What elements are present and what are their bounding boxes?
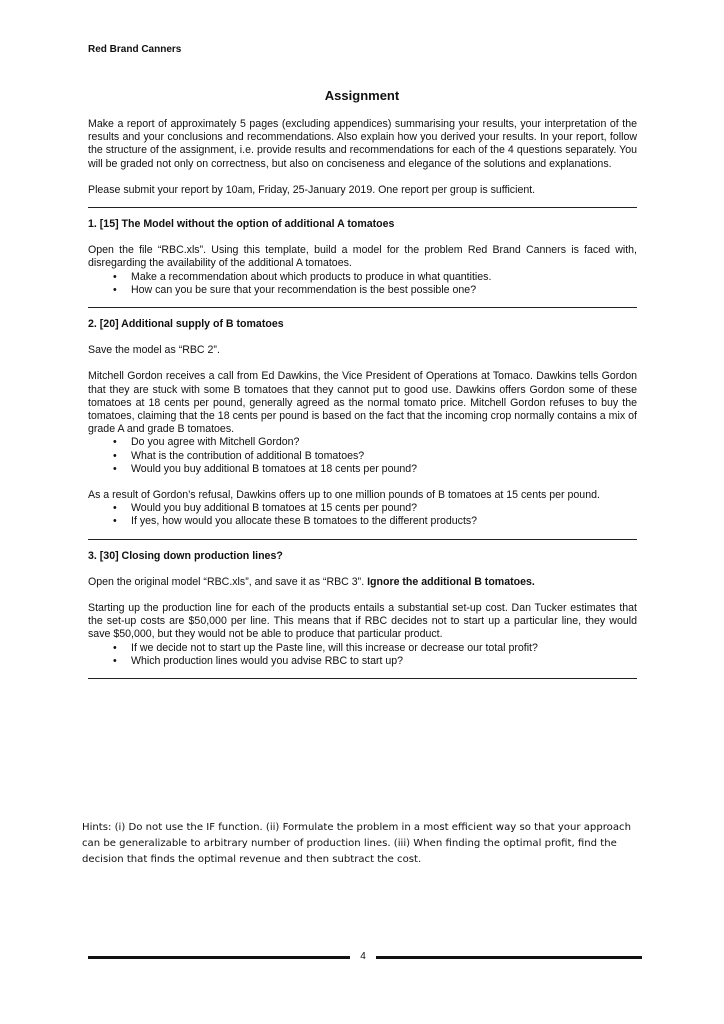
intro-paragraph: Make a report of approximately 5 pages (excluding appendices) summarising your results, your interpretation of the results and your conclusions and recommendations. Also explain how you derived your results. In your report, follow the structure of the assignment, i.e. provide results and recommendations for each of the 4 questions separately. You will be graded not only on correctness, but also on conciseness and elegance of the solutions and explanations. [88, 118, 637, 170]
section-divider [88, 307, 637, 308]
emphasis-text: Ignore the additional B tomatoes. [367, 575, 535, 588]
footer-rule-left [88, 956, 350, 959]
list-item: • Make a recommendation about which products to produce in what quantities. [113, 270, 492, 283]
hints-paragraph: Hints: (i) Do not use the IF function. (ii) Formulate the problem in a most efficient way so that your approach can be generalizable to arbitrary number of production lines. (iii) When finding the optimal profit, find the decision that finds the optimal revenue and then subtract the cost. [82, 822, 631, 865]
list-item: • Would you buy additional B tomatoes at 18 cents per pound? [113, 462, 418, 475]
footer-rule-right [376, 956, 642, 959]
question-1-bullets [88, 271, 637, 297]
list-item: • How can you be sure that your recommendation is the best possible one? [113, 283, 477, 296]
list-item: • What is the contribution of additional B tomatoes? [113, 449, 365, 462]
section-divider [88, 678, 637, 679]
question-2-text-2: As a result of Gordon’s refusal, Dawkins offers up to one million pounds of B tomatoes at 15 cents per pound. [88, 489, 600, 502]
page-number: 4 [360, 951, 366, 962]
list-item: • If we decide not to start up the Paste line, will this increase or decrease our total profit? [113, 641, 538, 654]
question-2-title: 2. [20] Additional supply of B tomatoes [88, 318, 284, 331]
bullet-icon: • [113, 654, 117, 667]
question-2-bullets [88, 436, 637, 476]
list-item: • Do you agree with Mitchell Gordon? [113, 436, 300, 449]
list-item: • If yes, how would you allocate these B tomatoes to the different products? [113, 515, 478, 528]
bullet-icon: • [113, 515, 117, 528]
section-divider [88, 539, 637, 540]
question-2-save: Save the model as “RBC 2”. [88, 344, 220, 357]
main-content [88, 118, 637, 689]
bullet-icon: • [113, 462, 117, 475]
list-item: • Would you buy additional B tomatoes at 15 cents per pound? [113, 502, 418, 515]
bullet-icon: • [113, 436, 117, 449]
bullet-icon: • [113, 449, 117, 462]
bullet-icon: • [113, 502, 117, 515]
question-2-bullets-2 [88, 502, 637, 528]
question-3-bullets [88, 642, 637, 668]
question-3-title: 3. [30] Closing down production lines? [88, 549, 283, 562]
question-3-open: Open the original model “RBC.xls”, and save it as “RBC 3”. Ignore the additional B tomatoes. [88, 575, 535, 588]
submission-note: Please submit your report by 10am, Friday, 25-January 2019. One report per group is sufficient. [88, 183, 536, 196]
question-3-text: Starting up the production line for each of the products entails a substantial set-up cost. Dan Tucker estimates that the set-up costs are $50,000 per line. This means that if RBC decides not to start up a particular line, they would save $50,000, but they would not be able to produce that particular product. [88, 602, 637, 641]
bullet-icon: • [113, 283, 117, 296]
bullet-icon: • [113, 270, 117, 283]
question-1-text: Open the file “RBC.xls”. Using this template, build a model for the problem Red Brand Canners is faced with, disregarding the availability of the additional A tomatoes. [88, 244, 637, 270]
question-1-title: 1. [15] The Model without the option of additional A tomatoes [88, 218, 395, 231]
question-2-text: Mitchell Gordon receives a call from Ed Dawkins, the Vice President of Operations at Tomaco. Dawkins tells Gordon that they are stuck with some B tomatoes that they cannot put to good use. Dawkins offers Gordon some of these tomatoes at 18 cents per pound, generally agreed as the normal tomato price. Mitchell Gordon refuses to buy the tomatoes, claiming that the 18 cents per pound is based on the fact that the incoming crop normally contains a mix of grade A and grade B tomatoes. [88, 370, 637, 436]
bullet-icon: • [113, 641, 117, 654]
page-title: Assignment [324, 88, 400, 103]
running-header: Red Brand Canners [88, 44, 182, 55]
list-item: • Which production lines would you advise RBC to start up? [113, 654, 404, 667]
section-divider [88, 207, 637, 208]
